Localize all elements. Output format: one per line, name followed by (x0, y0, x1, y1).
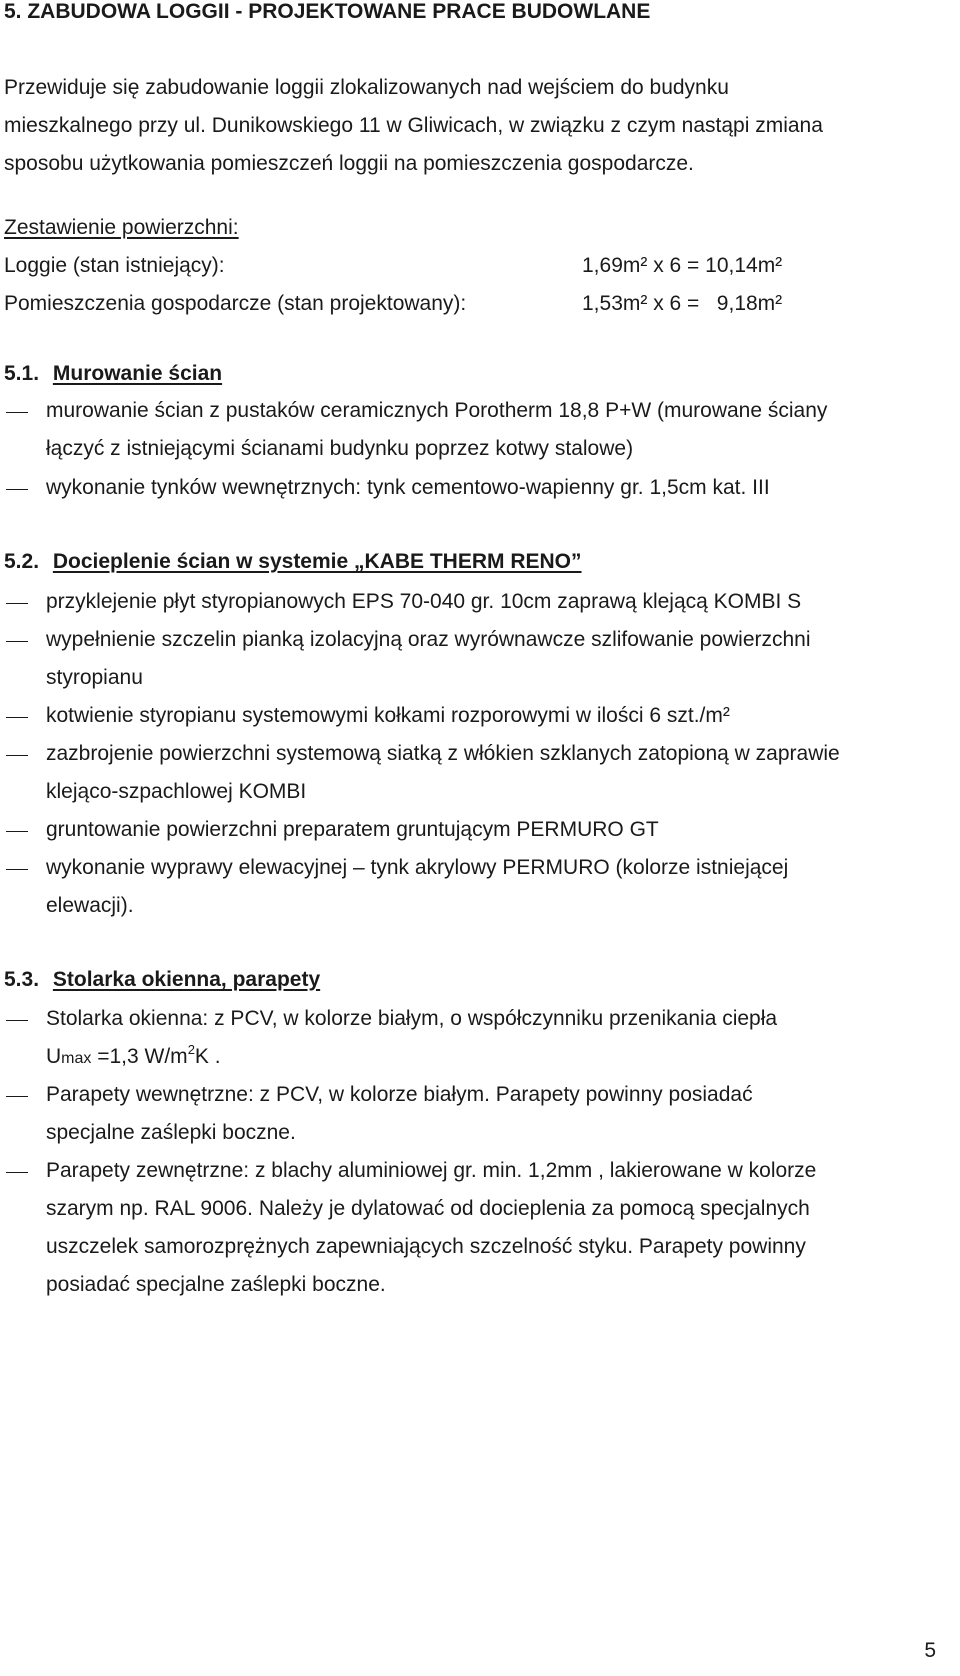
u-superscript: 2 (187, 1042, 195, 1057)
list-item-line: Parapety wewnętrzne: z PCV, w kolorze białym. Parapety powinny posiadać (46, 1083, 753, 1106)
list-dash (6, 755, 28, 756)
intro-line: mieszkalnego przy ul. Dunikowskiego 11 w Gliwicach, w związku z czym nastąpi zmiana (4, 114, 823, 137)
list-item-line: styropianu (46, 666, 143, 689)
subsection-title: Murowanie ścian (52, 362, 223, 385)
u-value-line (46, 1037, 221, 1079)
list-item-line: specjalne zaślepki boczne. (46, 1121, 296, 1144)
list-dash (6, 603, 28, 604)
list-item-line: uszczelek samorozprężnych zapewniających szczelność styku. Parapety powinny (46, 1235, 806, 1258)
intro-line: Przewiduje się zabudowanie loggii zlokalizowanych nad wejściem do budynku (4, 76, 729, 99)
area-summary-title: Zestawienie powierzchni: (4, 216, 239, 239)
list-item-line: łączyć z istniejącymi ścianami budynku poprzez kotwy stalowe) (46, 437, 634, 460)
u-subscript: max (61, 1050, 92, 1067)
section-heading: 5. ZABUDOWA LOGGII - PROJEKTOWANE PRACE BUDOWLANE (4, 0, 651, 23)
u-unit: K . (194, 1045, 221, 1068)
list-item-line: gruntowanie powierzchni preparatem gruntującym PERMURO GT (46, 818, 659, 841)
subsection-heading (4, 542, 582, 582)
list-dash (6, 641, 28, 642)
area-row-label: Pomieszczenia gospodarcze (stan projektowany): (4, 292, 467, 315)
list-dash (6, 717, 28, 718)
list-dash (6, 412, 28, 413)
list-item-line: murowanie ścian z pustaków ceramicznych Porotherm 18,8 P+W (murowane ściany (46, 399, 828, 422)
subsection-title: Docieplenie ścian w systemie „KABE THERM RENO” (52, 550, 582, 573)
area-row-value: 1,53m² x 6 = 9,18m² (582, 292, 783, 315)
page-number: 5 (924, 1639, 936, 1662)
list-item-line: kotwienie styropianu systemowymi kołkami rozporowymi w ilości 6 szt./m² (46, 704, 730, 727)
list-item-line: przyklejenie płyt styropianowych EPS 70-040 gr. 10cm zaprawą klejącą KOMBI S (46, 590, 802, 613)
intro-line: sposobu użytkowania pomieszczeń loggii na pomieszczenia gospodarcze. (4, 152, 694, 175)
area-row-value: 1,69m² x 6 = 10,14m² (582, 254, 783, 277)
list-dash (6, 1096, 28, 1097)
list-dash (6, 1172, 28, 1173)
list-item-line: klejąco-szpachlowej KOMBI (46, 780, 307, 803)
list-item-line: szarym np. RAL 9006. Należy je dylatować od docieplenia za pomocą specjalnych (46, 1197, 810, 1220)
list-item-line: posiadać specjalne zaślepki boczne. (46, 1273, 386, 1296)
subsection-number: 5.1. (4, 362, 40, 385)
list-dash (6, 1020, 28, 1021)
list-dash (6, 831, 28, 832)
subsection-heading (4, 354, 222, 394)
subsection-number: 5.3. (4, 968, 40, 991)
subsection-heading (4, 960, 320, 1000)
u-symbol: U (46, 1045, 62, 1068)
u-equals: =1,3 W/m (91, 1045, 188, 1068)
list-item-line: wykonanie tynków wewnętrznych: tynk cementowo-wapienny gr. 1,5cm kat. III (46, 476, 770, 499)
list-item-line: zazbrojenie powierzchni systemową siatką z włókien szklanych zatopioną w zaprawie (46, 742, 840, 765)
list-item-line: Parapety zewnętrzne: z blachy aluminiowej gr. min. 1,2mm , lakierowane w kolorze (46, 1159, 817, 1182)
area-row-label: Loggie (stan istniejący): (4, 254, 225, 277)
list-dash (6, 489, 28, 490)
list-item-line: wypełnienie szczelin pianką izolacyjną oraz wyrównawcze szlifowanie powierzchni (46, 628, 811, 651)
subsection-title: Stolarka okienna, parapety (52, 968, 321, 991)
list-item-line: elewacji). (46, 894, 134, 917)
list-item-line: wykonanie wyprawy elewacyjnej – tynk akrylowy PERMURO (kolorze istniejącej (46, 856, 789, 879)
list-dash (6, 869, 28, 870)
subsection-number: 5.2. (4, 550, 40, 573)
list-item-line: Stolarka okienna: z PCV, w kolorze białym, o współczynniku przenikania ciepła (46, 1007, 778, 1030)
